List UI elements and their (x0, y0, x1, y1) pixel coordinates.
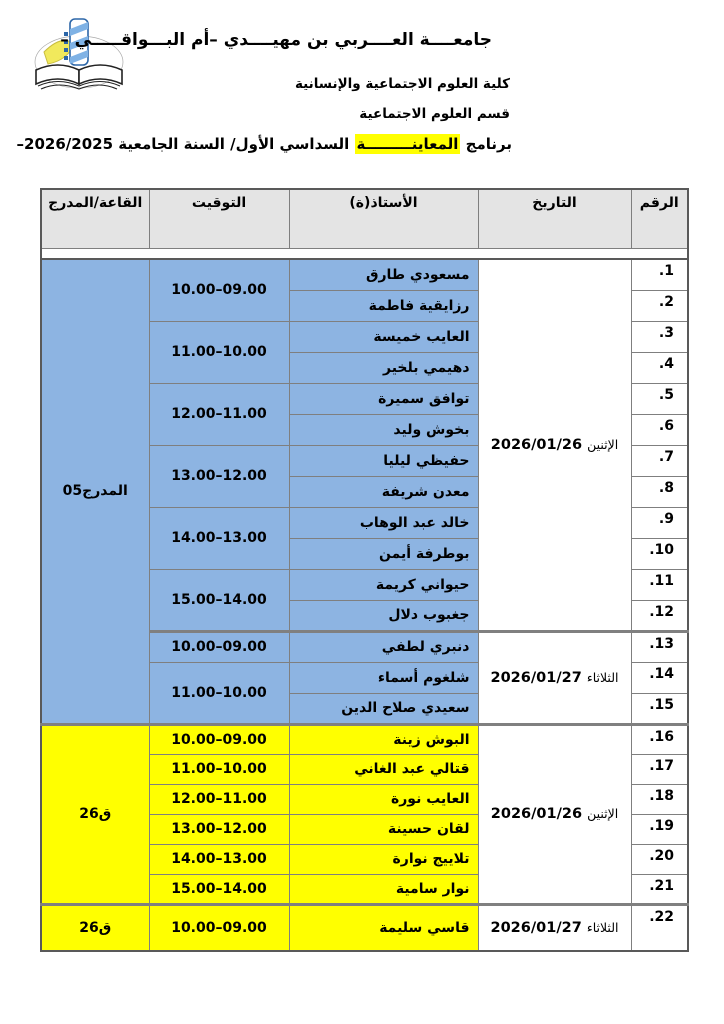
spacer-row (41, 249, 688, 260)
date-value: 2026/01/27 (490, 669, 582, 686)
time-range: 13.00–12.00 (171, 821, 267, 837)
professor-cell: رزايقية فاطمة (289, 290, 478, 321)
schedule-table (40, 188, 689, 952)
row-number-cell: 10. (631, 538, 688, 569)
time-range: 14.00–13.00 (171, 851, 267, 867)
row-number-cell: 17. (631, 754, 688, 784)
time-cell (149, 874, 289, 904)
row-number-cell: 4. (631, 352, 688, 383)
time-cell (149, 321, 289, 383)
table-row (41, 904, 688, 951)
department-name: قسم العلوم الاجتماعية (359, 106, 510, 122)
day-name: الثلاثاء (586, 919, 619, 935)
time-range: 10.00–09.00 (171, 919, 267, 936)
time-range: 12.00–11.00 (171, 406, 267, 422)
spacer-cell (149, 249, 289, 260)
row-number-cell: 6. (631, 414, 688, 445)
professor-cell: مسعودي طارق (289, 259, 478, 290)
row-number-cell: 3. (631, 321, 688, 352)
program-title (17, 135, 512, 153)
professor-cell: جغبوب دلال (289, 600, 478, 631)
time-range: 13.00–12.00 (171, 468, 267, 484)
time-range: 12.00–11.00 (171, 791, 267, 807)
time-cell (149, 844, 289, 874)
professor-cell: بخوش وليد (289, 414, 478, 445)
time-cell (149, 383, 289, 445)
row-number-cell: 20. (631, 844, 688, 874)
professor-cell: شلغوم أسماء (289, 662, 478, 693)
professor-cell: قاسي سليمة (289, 904, 478, 951)
date-cell (478, 724, 631, 904)
university-name: جامعــــة العــــربي بن مهيــــدي –أم البـــواقـــــي – (60, 30, 492, 50)
col-header-num: الرقم (631, 189, 688, 249)
row-number-cell: 18. (631, 784, 688, 814)
professor-cell: دهيمي بلخير (289, 352, 478, 383)
time-cell (149, 724, 289, 754)
table-row (41, 259, 688, 290)
date-value: 2026/01/26 (490, 806, 583, 822)
spacer-cell (631, 249, 688, 260)
time-range: 15.00–14.00 (171, 880, 267, 897)
col-header-time: التوقيت (149, 189, 289, 249)
time-cell (149, 569, 289, 631)
professor-cell: سعيدي صلاح الدين (289, 693, 478, 724)
time-cell (149, 754, 289, 784)
professor-cell: تلاييج نوارة (289, 844, 478, 874)
row-number-cell: 9. (631, 507, 688, 538)
faculty-name: كلية العلوم الاجتماعية والإنسانية (294, 76, 510, 92)
col-header-room: القاعة/المدرج (41, 189, 149, 249)
spacer-cell (289, 249, 478, 260)
time-cell (149, 814, 289, 844)
row-number-cell: 13. (631, 631, 688, 662)
header-row (41, 189, 688, 249)
time-cell (149, 507, 289, 569)
date-cell (478, 904, 631, 951)
professor-cell: حفيظي ليليا (289, 445, 478, 476)
title-highlighted-word: المعاينـــــــــة (356, 135, 459, 153)
room-cell: ق26 (41, 904, 149, 951)
time-cell (149, 631, 289, 662)
professor-cell: بوطرفة أيمن (289, 538, 478, 569)
time-cell (149, 445, 289, 507)
professor-cell: لقان حسينة (289, 814, 478, 844)
table-row (41, 724, 688, 754)
time-cell (149, 662, 289, 724)
time-range: 10.00–09.00 (171, 731, 267, 748)
day-name: الثلاثاء (586, 669, 619, 685)
room-cell: ق26 (41, 724, 149, 904)
professor-cell: نوار سامية (289, 874, 478, 904)
date-cell (478, 259, 631, 631)
row-number-cell: 2. (631, 290, 688, 321)
time-range: 10.00–09.00 (171, 282, 267, 299)
col-header-date: التاريخ (478, 189, 631, 249)
row-number-cell: 16. (631, 724, 688, 754)
row-number-cell: 22. (631, 904, 688, 951)
spacer-cell (41, 249, 149, 260)
row-number-cell: 15. (631, 693, 688, 724)
professor-cell: العايب نورة (289, 784, 478, 814)
row-number-cell: 11. (631, 569, 688, 600)
time-cell (149, 784, 289, 814)
col-header-prof: الأستاذ(ة) (289, 189, 478, 249)
time-range: 15.00–14.00 (171, 591, 267, 608)
professor-cell: قتالي عبد الغاني (289, 754, 478, 784)
row-number-cell: 7. (631, 445, 688, 476)
title-prefix: برنامج (460, 135, 512, 153)
professor-cell: العايب خميسة (289, 321, 478, 352)
professor-cell: البوش زينة (289, 724, 478, 754)
time-range: 11.00–10.00 (171, 344, 267, 360)
title-suffix: السداسي الأول/ السنة الجامعية (113, 135, 355, 153)
row-number-cell: 8. (631, 476, 688, 507)
time-cell (149, 259, 289, 321)
time-range: 11.00–10.00 (171, 761, 267, 777)
professor-cell: حيواني كريمة (289, 569, 478, 600)
spacer-cell (478, 249, 631, 260)
title-trailing-dash: – (16, 135, 25, 153)
time-range: 11.00–10.00 (171, 684, 267, 701)
date-value: 2026/01/27 (490, 919, 582, 936)
day-name: الإثنين (587, 806, 619, 821)
time-cell (149, 904, 289, 951)
room-cell: المدرج05 (41, 259, 149, 724)
professor-cell: معدن شريفة (289, 476, 478, 507)
date-cell (478, 631, 631, 724)
row-number-cell: 5. (631, 383, 688, 414)
time-range: 14.00–13.00 (171, 530, 267, 546)
row-number-cell: 12. (631, 600, 688, 631)
row-number-cell: 21. (631, 874, 688, 904)
professor-cell: دنبري لطفي (289, 631, 478, 662)
row-number-cell: 14. (631, 662, 688, 693)
row-number-cell: 1. (631, 259, 688, 290)
day-name: الإثنين (587, 436, 619, 452)
professor-cell: توافق سميرة (289, 383, 478, 414)
professor-cell: خالد عبد الوهاب (289, 507, 478, 538)
time-range: 10.00–09.00 (171, 639, 267, 655)
academic-years: 2026/2025 (24, 135, 114, 153)
date-value: 2026/01/26 (490, 436, 583, 453)
row-number-cell: 19. (631, 814, 688, 844)
university-logo-icon (28, 14, 130, 96)
